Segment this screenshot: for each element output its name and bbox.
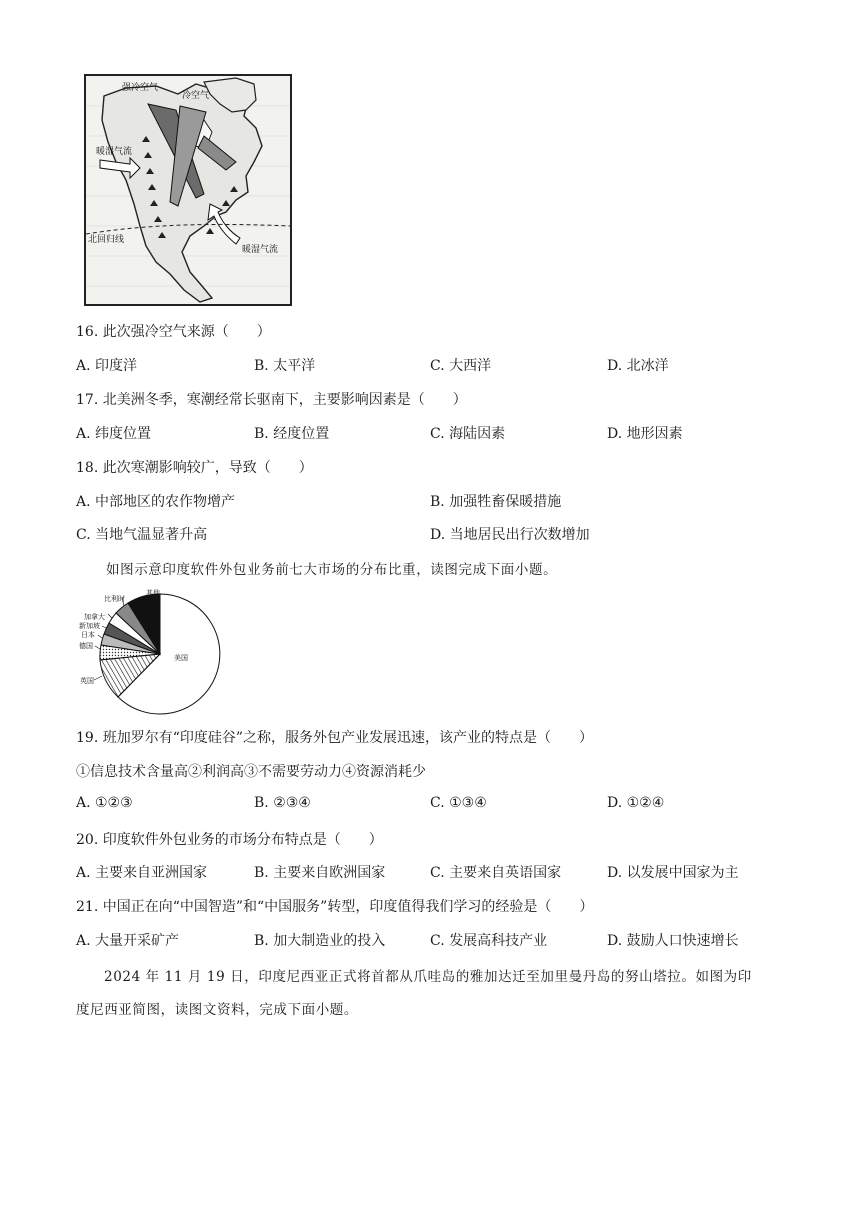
q17-option-a[interactable]: A. 纬度位置 xyxy=(76,426,152,442)
q16-option-c[interactable]: C. 大西洋 xyxy=(430,358,492,374)
warm-moist-label-east: 暖湿气流 xyxy=(242,245,279,255)
q20-option-b[interactable]: B. 主要来自欧洲国家 xyxy=(254,865,386,881)
pie-label-germany: 德国 xyxy=(79,642,93,650)
question-16-stem: 16. 此次强冷空气来源（ ） xyxy=(76,324,271,340)
pie-label-canada: 加拿大 xyxy=(84,613,105,621)
q19-option-b[interactable]: B. ②③④ xyxy=(254,795,311,811)
question-18-stem: 18. 此次寒潮影响较广，导致（ ） xyxy=(76,460,313,476)
q18-option-a[interactable]: A. 中部地区的农作物增产 xyxy=(76,494,236,510)
pie-label-uk: 英国 xyxy=(80,677,94,685)
pie-label-other: 其他 xyxy=(146,589,160,597)
warm-moist-label-west: 暖湿气流 xyxy=(96,147,133,157)
q18-option-d[interactable]: D. 当地居民出行次数增加 xyxy=(430,527,590,543)
q17-option-b[interactable]: B. 经度位置 xyxy=(254,426,330,442)
cold-air-label: 强冷空气 xyxy=(122,83,159,93)
tropic-label: 北回归线 xyxy=(88,235,125,245)
q20-option-d[interactable]: D. 以发展中国家为主 xyxy=(607,865,739,881)
pie-wedges xyxy=(100,594,220,714)
q21-option-d[interactable]: D. 鼓励人口快速增长 xyxy=(607,933,739,949)
indonesia-intro-line-2: 度尼西亚简图，读图文资料，完成下面小题。 xyxy=(76,1002,358,1018)
question-17-stem: 17. 北美洲冬季，寒潮经常长驱南下，主要影响因素是（ ） xyxy=(76,392,467,408)
q18-option-b[interactable]: B. 加强牲畜保暖措施 xyxy=(430,494,562,510)
cold-air-label-2: 冷空气 xyxy=(182,91,210,101)
q19-option-c[interactable]: C. ①③④ xyxy=(430,795,487,811)
pie-label-japan: 日本 xyxy=(81,631,95,639)
q20-option-a[interactable]: A. 主要来自亚洲国家 xyxy=(76,865,208,881)
north-america-cold-wave-map xyxy=(84,74,292,306)
q17-option-c[interactable]: C. 海陆因素 xyxy=(430,426,506,442)
pie-label-belgium: 比利时 xyxy=(104,595,125,603)
q21-option-b[interactable]: B. 加大制造业的投入 xyxy=(254,933,386,949)
q21-option-a[interactable]: A. 大量开采矿产 xyxy=(76,933,180,949)
q16-option-a[interactable]: A. 印度洋 xyxy=(76,358,138,374)
pie-label-usa: 美国 xyxy=(174,654,188,662)
indonesia-intro-line-1: 2024 年 11 月 19 日，印度尼西亚正式将首都从爪哇岛的雅加达迁至加里曼丹岛的努山塔拉。如图为印 xyxy=(104,969,752,985)
q19-option-a[interactable]: A. ①②③ xyxy=(76,795,133,811)
q19-option-d[interactable]: D. ①②④ xyxy=(607,795,665,811)
india-outsourcing-pie-chart xyxy=(78,588,222,720)
pie-label-singapore: 新加坡 xyxy=(79,622,100,630)
q21-option-c[interactable]: C. 发展高科技产业 xyxy=(430,933,548,949)
question-21-stem: 21. 中国正在向“中国智造”和“中国服务”转型，印度值得我们学习的经验是（ ） xyxy=(76,899,594,915)
question-19-statements: ①信息技术含量高②利润高③不需要劳动力④资源消耗少 xyxy=(76,764,426,780)
q17-option-d[interactable]: D. 地形因素 xyxy=(607,426,683,442)
question-20-stem: 20. 印度软件外包业务的市场分布特点是（ ） xyxy=(76,832,383,848)
q16-option-d[interactable]: D. 北冰洋 xyxy=(607,358,669,374)
q20-option-c[interactable]: C. 主要来自英语国家 xyxy=(430,865,562,881)
question-19-stem: 19. 班加罗尔有“印度硅谷”之称，服务外包产业发展迅速，该产业的特点是（ ） xyxy=(76,730,594,746)
q16-option-b[interactable]: B. 太平洋 xyxy=(254,358,316,374)
pie-intro-paragraph: 如图示意印度软件外包业务前七大市场的分布比重，读图完成下面小题。 xyxy=(106,562,558,578)
q18-option-c[interactable]: C. 当地气温显著升高 xyxy=(76,527,208,543)
